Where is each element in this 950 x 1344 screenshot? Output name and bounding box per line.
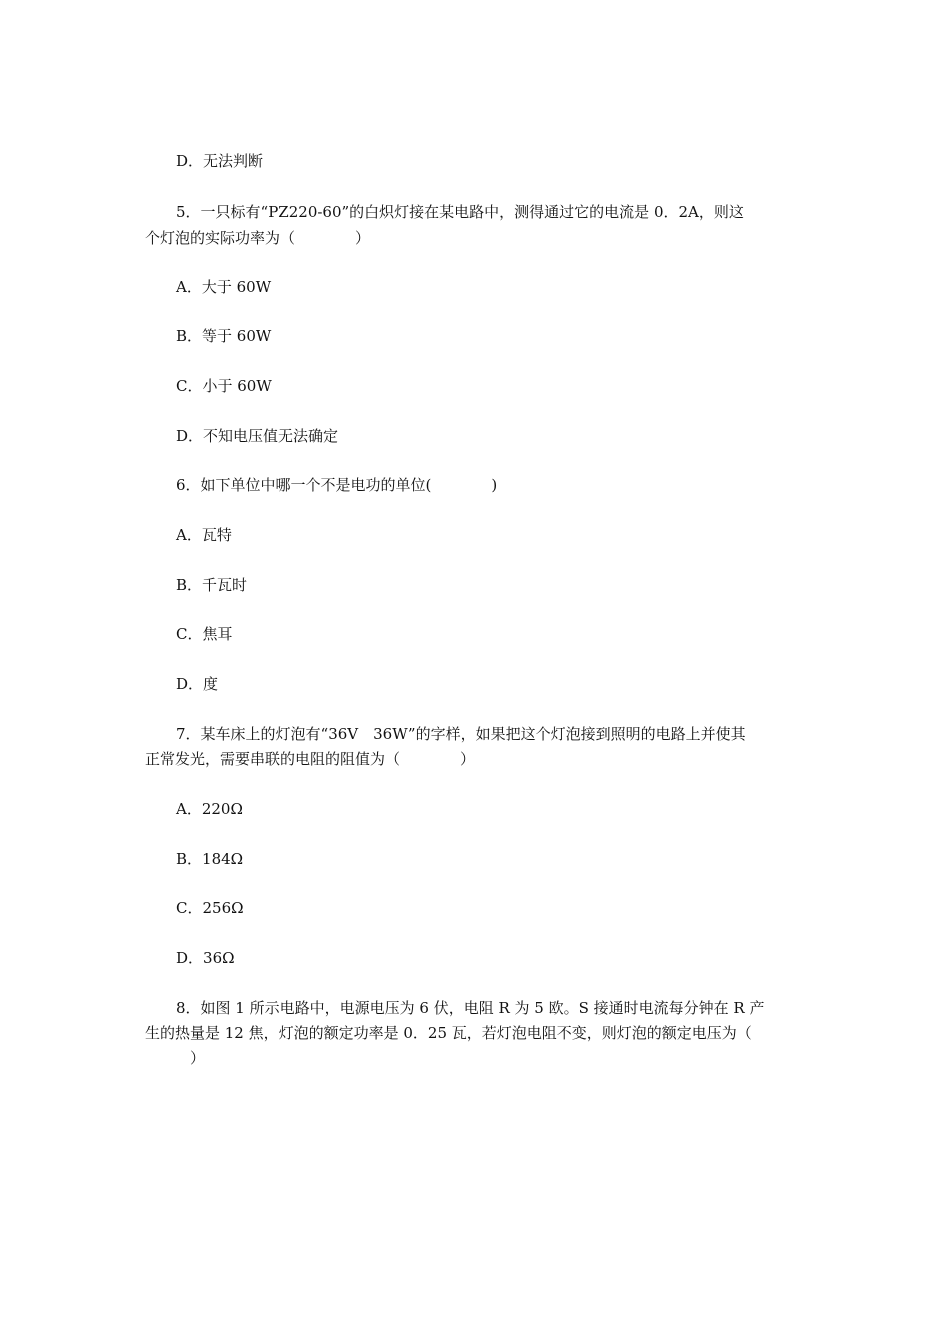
q5-option-d: D．不知电压值无法确定 <box>176 427 339 445</box>
q7-stem-line-1: 7．某车床上的灯泡有“36V 36W”的字样，如果把这个灯泡接到照明的电路上并使其 <box>176 725 746 743</box>
q7-option-d: D．36Ω <box>176 949 235 967</box>
q5-option-b: B．等于 60W <box>176 327 272 345</box>
q7-option-a: A．220Ω <box>176 800 243 818</box>
q5-stem-line-2: 个灯泡的实际功率为（ ） <box>145 229 371 247</box>
q5-stem-line-1: 5．一只标有“PZ220-60”的白炽灯接在某电路中，测得通过它的电流是 0．2A，则这 <box>176 203 744 221</box>
q8-stem-line-1: 8．如图 1 所示电路中，电源电压为 6 伏，电阻 R 为 5 欧。S 接通时电流每分钟在 R 产 <box>176 999 765 1017</box>
q5-option-c: C．小于 60W <box>176 377 272 395</box>
q6-option-a: A．瓦特 <box>176 526 232 544</box>
q7-option-b: B．184Ω <box>176 850 244 868</box>
q6-option-b: B．千瓦时 <box>176 576 248 594</box>
q6-stem: 6．如下单位中哪一个不是电功的单位( ) <box>176 476 498 494</box>
q5-option-a: A．大于 60W <box>176 278 272 296</box>
q8-stem-line-3: ） <box>145 1049 206 1067</box>
q8-stem-line-2: 生的热量是 12 焦，灯泡的额定功率是 0．25 瓦，若灯泡电阻不变，则灯泡的额定电压为（ <box>145 1024 752 1042</box>
q7-stem-line-2: 正常发光，需要串联的电阻的阻值为（ ） <box>145 750 476 768</box>
q6-option-d: D．度 <box>176 675 219 693</box>
q4-option-d: D．无法判断 <box>176 152 264 170</box>
q7-option-c: C．256Ω <box>176 899 244 917</box>
q6-option-c: C．焦耳 <box>176 625 233 643</box>
